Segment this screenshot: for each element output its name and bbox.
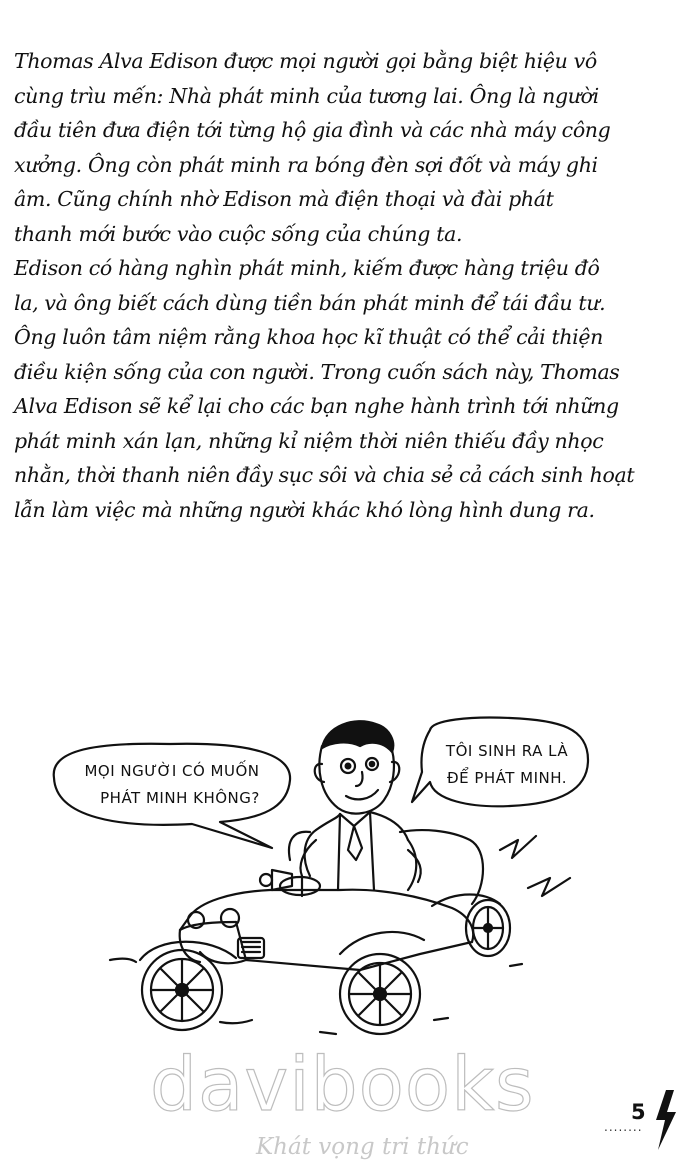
- back-wheel: [466, 900, 510, 956]
- text-line: phát minh xán lạn, những kỉ niệm thời niên thiếu đầy nhọc: [14, 428, 604, 453]
- text-line: Thomas Alva Edison được mọi người gọi bằng biệt hiệu vô: [14, 49, 597, 73]
- text-line: đầu tiên đưa điện tới từng hộ gia đình và các nhà máy công: [14, 118, 611, 142]
- speech-right-line-1: TÔI SINH RA LÀ: [445, 742, 569, 760]
- vintage-car: [110, 830, 522, 1034]
- front-wheel: [142, 950, 222, 1030]
- text-line: xưởng. Ông còn phát minh ra bóng đèn sợi đốt và máy ghi: [14, 152, 598, 177]
- motion-zigzag-1: [500, 836, 536, 858]
- text-line: Ông luôn tâm niệm rằng khoa học kĩ thuật có thể cải thiện: [14, 325, 604, 349]
- speech-left-line-2: PHÁT MINH KHÔNG?: [100, 789, 260, 807]
- leader-dots: ........: [604, 1120, 643, 1134]
- text-line: la, và ông biết cách dùng tiền bán phát minh để tái đầu tư.: [14, 290, 606, 315]
- speech-bubble-left: [54, 744, 290, 848]
- text-line: điều kiện sống của con người. Trong cuốn sách này, Thomas: [14, 359, 620, 384]
- rear-wheel: [340, 954, 420, 1034]
- watermark-brand: davibooks: [150, 1042, 535, 1128]
- text-line: nhằn, thời thanh niên đầy sục sôi và chia sẻ cả cách sinh hoạt: [14, 463, 635, 487]
- speech-bubble-right: [412, 718, 588, 807]
- page-footer: [604, 1090, 694, 1150]
- lightning-bolt-icon: [652, 1090, 678, 1150]
- edison-figure: [301, 721, 421, 890]
- edison-car-illustration: [40, 690, 600, 1060]
- text-line: âm. Cũng chính nhờ Edison mà điện thoại và đài phát: [14, 187, 554, 211]
- speech-left-line-1: MỌI NGƯỜI CÓ MUỐN: [84, 762, 260, 780]
- text-line: thanh mới bước vào cuộc sống của chúng ta.: [14, 221, 463, 246]
- speech-right-line-2: ĐỂ PHÁT MINH.: [446, 769, 568, 787]
- watermark-tagline: Khát vọng tri thức: [256, 1134, 469, 1160]
- text-line: Edison có hàng nghìn phát minh, kiếm được hàng triệu đô: [14, 256, 600, 280]
- text-line: Alva Edison sẽ kể lại cho các bạn nghe hành trình tới những: [14, 394, 619, 418]
- text-line: cùng trìu mến: Nhà phát minh của tương lai. Ông là người: [14, 83, 599, 108]
- motion-zigzag-2: [528, 878, 570, 896]
- text-line: lẫn làm việc mà những người khác khó lòng hình dung ra.: [14, 497, 595, 522]
- page-number: 5: [631, 1100, 646, 1124]
- body-text: [14, 44, 694, 527]
